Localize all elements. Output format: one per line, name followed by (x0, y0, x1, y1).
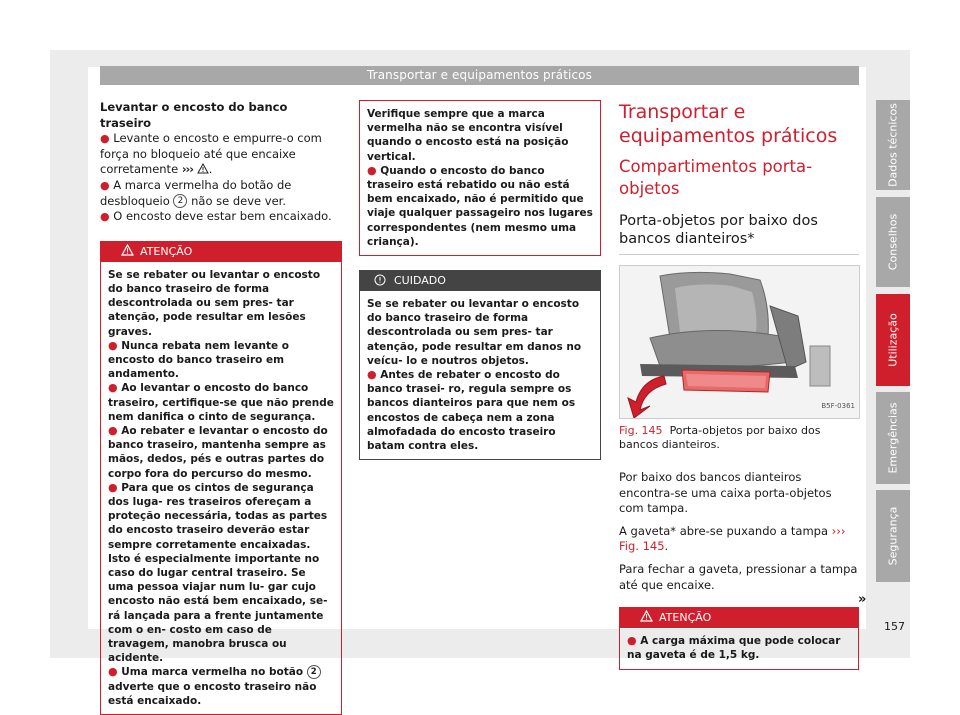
warning-icon (121, 244, 134, 256)
chapter-title: Transportar e equipamentos práticos (619, 101, 838, 147)
warning-box (619, 607, 859, 669)
tab-conselhos[interactable]: Conselhos (876, 197, 910, 287)
page-header: Transportar e equipamentos práticos (100, 66, 859, 85)
body-paragraph: A gaveta* abre-se puxando a tampa ››› Fig. 145. (619, 523, 846, 554)
body-paragraph: Por baixo dos bancos dianteiros encontra-se uma caixa porta-objetos com tampa. (619, 470, 832, 516)
list-item: ● Antes de rebater o encosto do banco trasei- ro, regula sempre os bancos dianteiros para que nem os encostos de cabeça nem a zona almofadada do encosto traseiro batam contra eles. (367, 368, 576, 453)
figure-caption: Fig. 145 Porta-objetos por baixo dos bancos dianteiros. (619, 424, 821, 451)
chapter-subtitle: Compartimentos porta-objetos (619, 157, 813, 198)
list-item: ● Ao levantar o encosto do banco traseiro, certifique-se que não prende nem danifica o cinto de segurança. (108, 381, 334, 423)
warning-intro: Se se rebater ou levantar o encosto do banco traseiro de forma descontrolada ou sem pres- tar atenção, pode resultar em lesões graves. (108, 268, 321, 338)
warning-box-continued (359, 100, 601, 256)
caution-box (359, 270, 601, 460)
seat-drawer-figure (619, 265, 860, 419)
warning-box-header: ATENÇÃO (620, 608, 858, 628)
warning-continued-text: Verifique sempre que a marca vermelha não se encontra visível quando o encosto está na posição vertical. (367, 108, 569, 163)
warning-icon (640, 610, 653, 622)
continue-arrows: » (858, 592, 867, 607)
button-number-badge: 2 (307, 665, 321, 679)
figure-link[interactable]: ››› Fig. 145 (619, 523, 846, 554)
warning-box (100, 241, 342, 715)
column-left (100, 100, 342, 715)
caution-box-header: CUIDADO (360, 271, 600, 291)
figure-code: B5F-0361 (821, 402, 855, 411)
list-item: ● Quando o encosto do banco traseiro está rebatido ou não está bem encaixado, não é permitido que viaje qualquer passageiro nos lugares correspondentes (nem mesmo uma criança). (367, 163, 593, 248)
bullet-icon: ● (100, 210, 110, 224)
list-item: ● A carga máxima que pode colocar na gaveta é de 1,5 kg. (627, 634, 841, 662)
list-item: ● Levante o encosto e empurre-o com força no bloqueio até que encaixe corretamente ››› . (100, 131, 322, 177)
tab-emergencias[interactable]: Emergências (876, 392, 910, 484)
section-heading: Levantar o encosto do banco traseiro (100, 100, 288, 130)
list-item: ● Ao rebater e levantar o encosto do banco traseiro, mantenha sempre as mãos, dedos, pés e outras partes do corpo fora do percurso do mesmo. (108, 423, 328, 480)
list-item: ● Nunca rebata nem levante o encosto do banco traseiro em andamento. (108, 338, 289, 381)
warning-box-body (620, 628, 858, 668)
tab-dados-tecnicos[interactable]: Dados técnicos (876, 100, 910, 190)
warning-box-body (101, 262, 341, 714)
column-right (619, 100, 859, 670)
list-item: ● A marca vermelha do botão de desbloqueio 2 não se deve ver. (100, 177, 292, 208)
caution-intro: Se se rebater ou levantar o encosto do banco traseiro de forma descontrolada ou sem pres- tar atenção, pode resultar em danos no veícu- lo e noutros objetos. (367, 298, 582, 367)
body-paragraph: Para fechar a gaveta, pressionar a tampa até que encaixe. (619, 561, 858, 592)
button-number-badge: 2 (173, 194, 187, 208)
page-number: 157 (884, 620, 905, 633)
caution-box-body (360, 291, 600, 459)
reference-arrows[interactable]: ››› (181, 162, 194, 177)
info-circle-icon (374, 274, 386, 286)
list-item: ● Uma marca vermelha no botão 2 adverte que o encosto traseiro não está encaixado. (108, 665, 334, 708)
section-title: Porta-objetos por baixo dos bancos dianteiros* (619, 212, 859, 255)
column-middle (359, 100, 601, 460)
list-item: ● O encosto deve estar bem encaixado. (100, 209, 332, 224)
warning-icon (197, 163, 209, 174)
bullet-icon: ● (100, 178, 110, 192)
bullet-icon: ● (100, 132, 110, 146)
tab-seguranca[interactable]: Segurança (876, 490, 910, 582)
tab-utilizacao[interactable]: Utilização (876, 294, 910, 386)
warning-box-header: ATENÇÃO (101, 242, 341, 262)
list-item: ● Para que os cintos de segurança dos luga- res traseiros ofereçam a proteção necessária, todas as partes do encosto traseiro deverão estar sempre corretamente encaixadas. Isto é especialmente importante no caso do lugar central traseiro. Se uma pessoa viajar num lu- gar cujo encosto não está bem encaixado, se- rá lançada para a frente juntamente com o en- costo em caso de travagem, manobra brusca ou acidente. (108, 480, 328, 665)
seat-illustration (620, 266, 859, 418)
